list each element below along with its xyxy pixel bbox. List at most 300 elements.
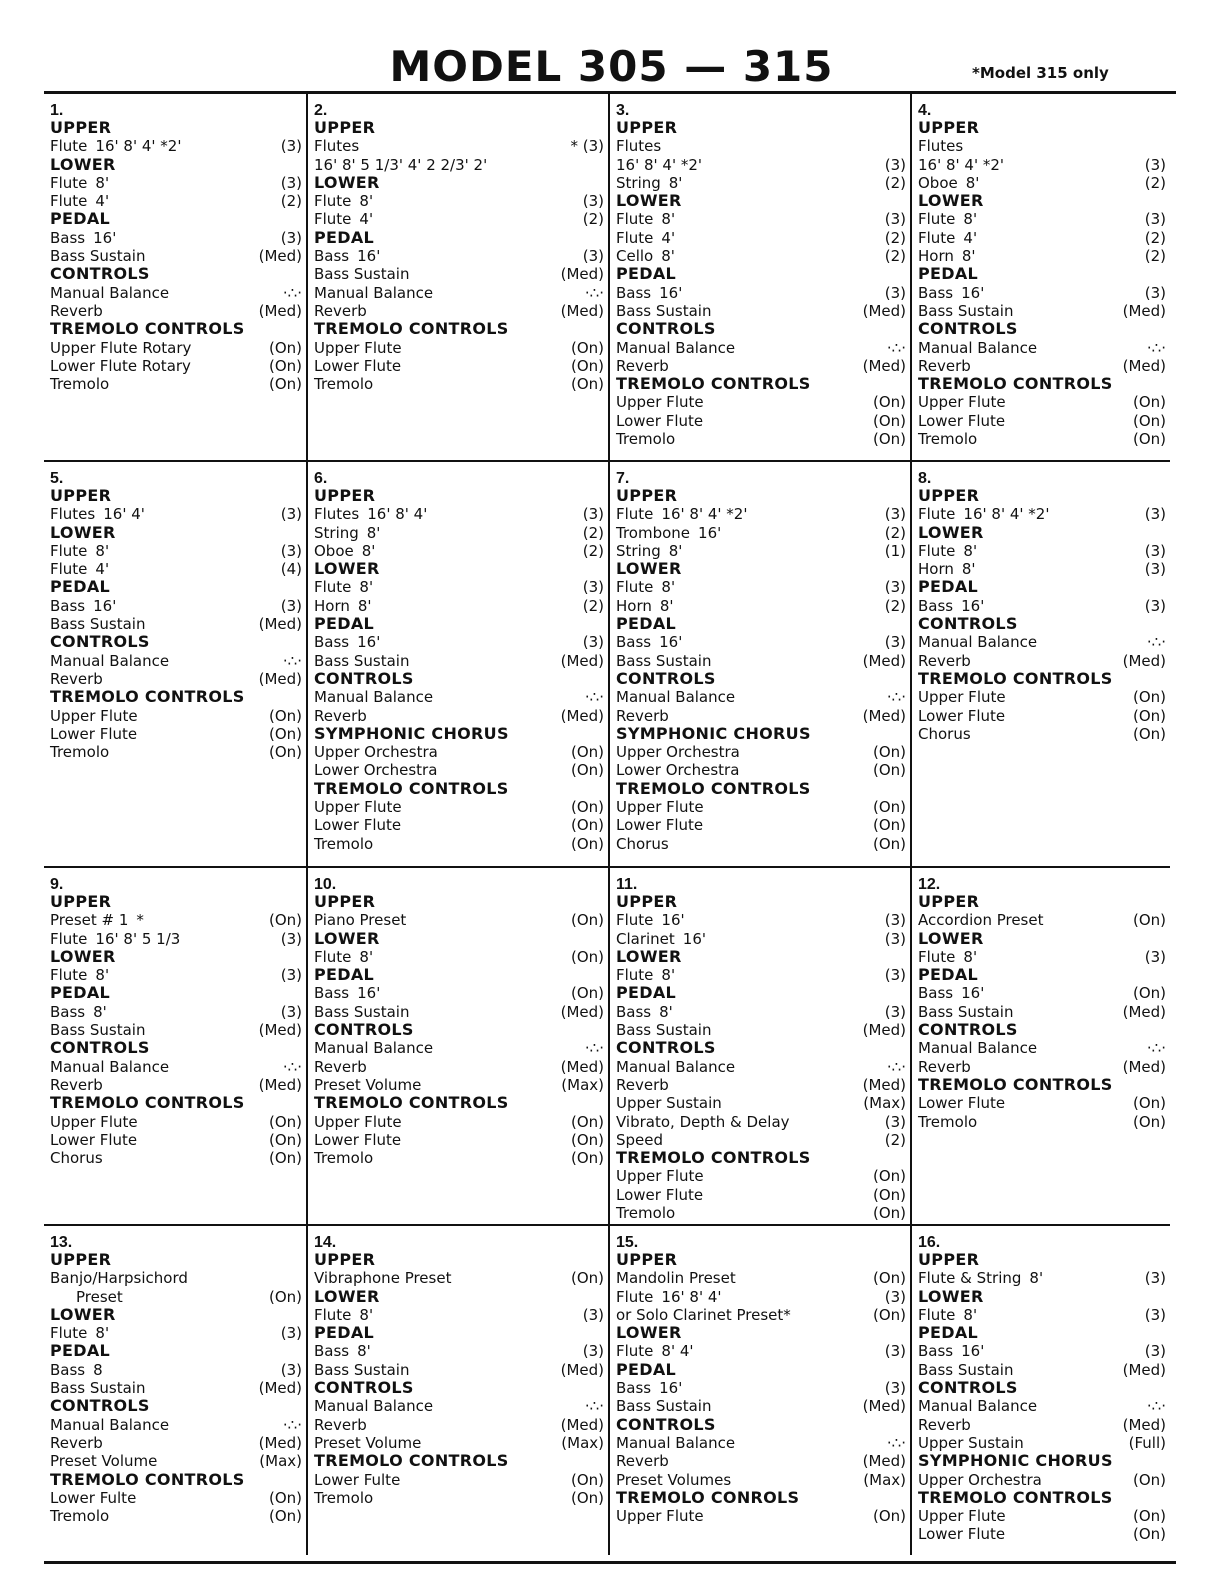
setting-label: Flutes bbox=[50, 505, 96, 524]
setting-value: (2) bbox=[1144, 247, 1166, 266]
setting-label: Manual Balance bbox=[314, 1039, 434, 1058]
setting-row bbox=[314, 707, 604, 725]
setting-footage bbox=[451, 1269, 568, 1287]
setting-row bbox=[314, 835, 604, 853]
setting-row bbox=[50, 597, 302, 615]
setting-row bbox=[314, 984, 604, 1002]
setting-label: Reverb bbox=[616, 1075, 669, 1094]
setting-label: 16' 8' 5 1/3' 4' 2 2/3' 2' bbox=[314, 155, 488, 174]
setting-value: (3) bbox=[884, 911, 906, 930]
setting-row bbox=[616, 1288, 906, 1306]
setting-label: Bass bbox=[918, 596, 954, 615]
setting-cell bbox=[608, 1226, 910, 1555]
cell-number: 12. bbox=[918, 876, 941, 893]
setting-row bbox=[616, 816, 906, 834]
setting-label: Flute bbox=[918, 210, 956, 229]
section-label: LOWER bbox=[50, 1304, 116, 1324]
setting-value: (Max) bbox=[863, 1470, 906, 1489]
setting-value: (On) bbox=[268, 1488, 302, 1507]
setting-label: Upper Flute bbox=[918, 393, 1006, 412]
setting-footage bbox=[169, 1416, 266, 1434]
setting-row bbox=[616, 1434, 906, 1452]
section-label: TREMOLO CONTROLS bbox=[616, 374, 811, 394]
section-label: CONTROLS bbox=[314, 1378, 414, 1398]
section-label: PEDAL bbox=[314, 614, 375, 634]
setting-label: Lower Flute bbox=[50, 724, 138, 743]
setting-label: Accordion Preset bbox=[918, 911, 1044, 930]
setting-cell bbox=[306, 462, 608, 868]
setting-row bbox=[314, 1269, 604, 1287]
setting-row bbox=[50, 1131, 302, 1149]
setting-label: Flute bbox=[50, 541, 88, 560]
section-label: SYMPHONIC CHORUS bbox=[616, 723, 811, 743]
setting-label: Reverb bbox=[918, 651, 971, 670]
setting-footage bbox=[123, 1288, 266, 1306]
setting-row bbox=[50, 930, 302, 948]
setting-label: Reverb bbox=[616, 706, 669, 725]
setting-value: (3) bbox=[884, 155, 906, 174]
setting-footage bbox=[977, 1113, 1130, 1131]
setting-footage: 16' bbox=[961, 1342, 985, 1361]
setting-value: (On) bbox=[1132, 430, 1166, 449]
setting-footage bbox=[711, 302, 862, 320]
setting-value: (3) bbox=[582, 1305, 604, 1324]
setting-footage bbox=[145, 1379, 258, 1397]
setting-row bbox=[918, 1507, 1166, 1525]
setting-value: (Med) bbox=[1122, 301, 1166, 320]
setting-label: Manual Balance bbox=[314, 283, 434, 302]
setting-footage: 16' 4' bbox=[103, 505, 145, 524]
setting-value: (On) bbox=[872, 1269, 906, 1288]
setting-footage: 8' bbox=[357, 596, 372, 615]
section-heading bbox=[918, 320, 1166, 338]
setting-label: Reverb bbox=[50, 669, 103, 688]
setting-row bbox=[918, 1003, 1166, 1021]
setting-value: (On) bbox=[570, 911, 604, 930]
setting-value: (On) bbox=[872, 1204, 906, 1223]
section-heading bbox=[616, 948, 906, 966]
setting-row bbox=[616, 1058, 906, 1076]
setting-row bbox=[616, 1507, 906, 1525]
setting-value: (3) bbox=[884, 505, 906, 524]
setting-value: ·∴· bbox=[1146, 1039, 1166, 1058]
setting-label: Manual Balance bbox=[616, 1057, 736, 1076]
setting-row bbox=[616, 1131, 906, 1149]
setting-row bbox=[616, 393, 906, 411]
setting-value: (On) bbox=[1132, 411, 1166, 430]
setting-footage bbox=[188, 1269, 266, 1287]
setting-footage bbox=[663, 1131, 870, 1149]
setting-footage bbox=[138, 707, 266, 725]
setting-label: Reverb bbox=[616, 356, 669, 375]
setting-row bbox=[918, 1434, 1166, 1452]
setting-row bbox=[616, 1306, 906, 1324]
setting-footage bbox=[971, 1416, 1123, 1434]
setting-row bbox=[616, 798, 906, 816]
setting-row bbox=[616, 578, 906, 596]
setting-row bbox=[314, 743, 604, 761]
setting-value: (On) bbox=[268, 1130, 302, 1149]
setting-row bbox=[50, 542, 302, 560]
setting-label: Oboe bbox=[918, 173, 958, 192]
section-label: LOWER bbox=[314, 559, 380, 579]
setting-row bbox=[918, 707, 1166, 725]
section-heading bbox=[314, 229, 604, 247]
setting-row bbox=[314, 1342, 604, 1360]
setting-footage bbox=[145, 247, 258, 265]
setting-footage: 8' bbox=[661, 247, 675, 266]
section-heading bbox=[50, 210, 302, 228]
setting-footage bbox=[373, 1149, 568, 1167]
setting-row bbox=[918, 1361, 1166, 1379]
setting-footage bbox=[409, 1003, 560, 1021]
setting-value: (On) bbox=[268, 911, 302, 930]
setting-value: (On) bbox=[872, 743, 906, 762]
setting-label: Upper Flute bbox=[918, 1507, 1006, 1526]
setting-footage bbox=[736, 1269, 870, 1287]
setting-label: Reverb bbox=[314, 706, 367, 725]
setting-value: ·∴· bbox=[282, 651, 302, 670]
setting-label: Flutes bbox=[314, 137, 360, 156]
setting-footage: 8' bbox=[659, 596, 674, 615]
setting-row bbox=[50, 1113, 302, 1131]
setting-footage bbox=[191, 357, 266, 375]
setting-value: (On) bbox=[872, 411, 906, 430]
setting-row bbox=[50, 725, 302, 743]
section-heading bbox=[50, 1039, 302, 1057]
setting-value: (On) bbox=[570, 984, 604, 1003]
setting-footage bbox=[373, 1489, 568, 1507]
section-heading bbox=[616, 1416, 906, 1434]
setting-row bbox=[616, 911, 906, 929]
section-heading bbox=[50, 320, 302, 338]
section-label: TREMOLO CONTROLS bbox=[616, 1148, 811, 1168]
setting-value bbox=[1130, 137, 1166, 155]
section-label: CONTROLS bbox=[50, 1396, 150, 1416]
setting-label: Flutes bbox=[616, 137, 662, 156]
setting-row bbox=[50, 1434, 302, 1452]
setting-footage bbox=[169, 284, 266, 302]
setting-value: (On) bbox=[570, 375, 604, 394]
setting-footage: 16' bbox=[357, 247, 381, 266]
setting-value: (On) bbox=[1132, 1507, 1166, 1526]
section-heading bbox=[918, 265, 1166, 283]
setting-value: (On) bbox=[872, 834, 906, 853]
setting-footage bbox=[971, 725, 1130, 743]
setting-label: Flute bbox=[616, 966, 654, 985]
setting-row bbox=[918, 1113, 1166, 1131]
setting-label: Bass bbox=[314, 1342, 350, 1361]
setting-footage bbox=[191, 339, 266, 357]
setting-value: ·∴· bbox=[584, 1039, 604, 1058]
setting-value: (On) bbox=[570, 1470, 604, 1489]
setting-label: Upper Flute bbox=[616, 1167, 704, 1186]
section-label: UPPER bbox=[314, 486, 376, 505]
section-heading bbox=[314, 1251, 604, 1269]
setting-footage bbox=[373, 835, 568, 853]
setting-value: (3) bbox=[582, 1342, 604, 1361]
setting-label: Tremolo bbox=[314, 834, 374, 853]
setting-row bbox=[50, 229, 302, 247]
setting-row bbox=[918, 633, 1166, 651]
setting-row bbox=[50, 652, 302, 670]
setting-footage bbox=[702, 156, 870, 174]
setting-row bbox=[918, 412, 1166, 430]
setting-value: (On) bbox=[268, 724, 302, 743]
setting-footage bbox=[1024, 1434, 1129, 1452]
section-heading bbox=[314, 174, 604, 192]
setting-footage bbox=[401, 1131, 568, 1149]
setting-footage: 16' 8' 4' *2' bbox=[661, 505, 748, 524]
setting-value: (On) bbox=[268, 338, 302, 357]
setting-label: Reverb bbox=[616, 1452, 669, 1471]
section-heading bbox=[918, 192, 1166, 210]
section-label: LOWER bbox=[918, 191, 984, 211]
setting-row bbox=[50, 1361, 302, 1379]
setting-footage: 16' bbox=[93, 596, 117, 615]
setting-value: (3) bbox=[1144, 505, 1166, 524]
setting-value: ·∴· bbox=[282, 283, 302, 302]
setting-footage bbox=[1005, 707, 1130, 725]
section-heading bbox=[314, 893, 604, 911]
setting-label: Upper Flute bbox=[50, 706, 138, 725]
setting-footage: 8 bbox=[93, 1360, 103, 1379]
setting-label: Lower Flute bbox=[314, 356, 402, 375]
setting-label: Manual Balance bbox=[50, 283, 170, 302]
setting-footage: 8' bbox=[93, 1002, 107, 1021]
section-label: TREMOLO CONTROLS bbox=[314, 1451, 509, 1471]
setting-label: Tremolo bbox=[314, 375, 374, 394]
setting-value: (Med) bbox=[560, 651, 604, 670]
setting-row bbox=[616, 137, 906, 155]
setting-label: Flute bbox=[314, 1305, 352, 1324]
setting-footage bbox=[400, 1471, 568, 1489]
setting-row bbox=[50, 670, 302, 688]
section-label: LOWER bbox=[50, 154, 116, 174]
setting-footage bbox=[704, 393, 870, 411]
setting-label: Speed bbox=[616, 1130, 664, 1149]
setting-label: Preset # 1 bbox=[50, 911, 129, 930]
setting-row bbox=[314, 948, 604, 966]
setting-row bbox=[616, 597, 906, 615]
setting-value bbox=[266, 1269, 302, 1287]
setting-row bbox=[918, 1039, 1166, 1057]
setting-label: Reverb bbox=[50, 1075, 103, 1094]
setting-value: (Med) bbox=[560, 1002, 604, 1021]
setting-row bbox=[616, 1094, 906, 1112]
setting-label: Upper Flute bbox=[314, 798, 402, 817]
setting-label: Banjo/Harpsichord bbox=[50, 1269, 188, 1288]
setting-label: Reverb bbox=[314, 1057, 367, 1076]
section-label: CONTROLS bbox=[616, 319, 716, 339]
setting-footage bbox=[1042, 1471, 1130, 1489]
setting-value: (3) bbox=[1144, 560, 1166, 579]
setting-label: Manual Balance bbox=[314, 688, 434, 707]
setting-value: (3) bbox=[1144, 596, 1166, 615]
setting-footage bbox=[103, 1434, 259, 1452]
section-label: TREMOLO CONTROLS bbox=[314, 319, 509, 339]
setting-row bbox=[616, 1379, 906, 1397]
setting-row bbox=[50, 192, 302, 210]
setting-label: Upper Sustain bbox=[918, 1433, 1024, 1452]
setting-row bbox=[918, 210, 1166, 228]
setting-row bbox=[616, 1076, 906, 1094]
section-heading bbox=[50, 119, 302, 137]
setting-row bbox=[918, 597, 1166, 615]
setting-label: Flute bbox=[616, 1287, 654, 1306]
setting-footage: 16' 8' 5 1/3 bbox=[95, 929, 181, 948]
section-label: LOWER bbox=[616, 1323, 682, 1343]
setting-value: (Med) bbox=[862, 1021, 906, 1040]
section-label: UPPER bbox=[50, 118, 112, 137]
setting-value: (3) bbox=[582, 578, 604, 597]
section-heading bbox=[616, 780, 906, 798]
setting-footage bbox=[703, 1186, 870, 1204]
setting-footage bbox=[977, 430, 1130, 448]
setting-label: Reverb bbox=[918, 1057, 971, 1076]
setting-cell bbox=[910, 1226, 1170, 1555]
setting-footage bbox=[675, 430, 870, 448]
setting-row bbox=[50, 1324, 302, 1342]
section-label: TREMOLO CONTROLS bbox=[616, 778, 811, 798]
section-label: PEDAL bbox=[918, 1323, 979, 1343]
section-label: TREMOLO CONTROLS bbox=[50, 687, 245, 707]
setting-value: (Max) bbox=[863, 1094, 906, 1113]
setting-label: Reverb bbox=[50, 1433, 103, 1452]
setting-label: String bbox=[616, 173, 661, 192]
setting-value: (3) bbox=[884, 578, 906, 597]
setting-value: (On) bbox=[1132, 1112, 1166, 1131]
setting-footage bbox=[669, 1076, 863, 1094]
cell-number: 13. bbox=[50, 1234, 73, 1251]
setting-label: Bass Sustain bbox=[50, 615, 146, 634]
setting-value: (On) bbox=[570, 1269, 604, 1288]
setting-footage: 8' bbox=[661, 578, 676, 597]
setting-row bbox=[50, 247, 302, 265]
setting-cell bbox=[44, 868, 306, 1226]
setting-value: (2) bbox=[582, 596, 604, 615]
setting-row bbox=[314, 1131, 604, 1149]
setting-value: (3) bbox=[1144, 155, 1166, 174]
setting-value: (3) bbox=[1144, 541, 1166, 560]
setting-value: (On) bbox=[1132, 688, 1166, 707]
setting-footage: 8' bbox=[963, 947, 978, 966]
setting-value: (3) bbox=[884, 1287, 906, 1306]
setting-label: Upper Flute bbox=[616, 393, 704, 412]
cell-number: 1. bbox=[50, 102, 64, 119]
section-heading bbox=[616, 1361, 906, 1379]
setting-label: Cello bbox=[616, 247, 654, 266]
section-heading bbox=[50, 1471, 302, 1489]
setting-footage: 16' 8' 4' bbox=[367, 505, 428, 524]
setting-value: (2) bbox=[884, 228, 906, 247]
setting-label: Flutes bbox=[314, 505, 360, 524]
setting-label: Upper Flute bbox=[616, 798, 704, 817]
setting-cell bbox=[910, 462, 1170, 868]
setting-cell bbox=[306, 1226, 608, 1555]
setting-row bbox=[50, 1058, 302, 1076]
section-label: PEDAL bbox=[314, 227, 375, 247]
section-heading bbox=[50, 156, 302, 174]
setting-row bbox=[616, 1269, 906, 1287]
setting-footage bbox=[157, 1452, 259, 1470]
setting-value: (3) bbox=[1144, 1269, 1166, 1288]
setting-value: (On) bbox=[268, 375, 302, 394]
setting-label: Lower Flute bbox=[616, 411, 704, 430]
setting-value: (Med) bbox=[1122, 356, 1166, 375]
setting-label: Flute bbox=[314, 210, 352, 229]
setting-cell bbox=[44, 462, 306, 868]
cell-number: 9. bbox=[50, 876, 64, 893]
setting-footage: 4' bbox=[359, 210, 374, 229]
section-label: TREMOLO CONTROLS bbox=[918, 1074, 1113, 1094]
setting-footage: 8' bbox=[366, 523, 381, 542]
setting-footage bbox=[740, 743, 870, 761]
setting-row bbox=[616, 835, 906, 853]
setting-value: (3) bbox=[884, 1112, 906, 1131]
section-label: CONTROLS bbox=[918, 319, 1018, 339]
setting-label: Tremolo bbox=[314, 1488, 374, 1507]
setting-value: (2) bbox=[884, 1130, 906, 1149]
section-heading bbox=[50, 893, 302, 911]
setting-value: (Med) bbox=[862, 356, 906, 375]
setting-value: (On) bbox=[268, 743, 302, 762]
setting-label: Upper Orchestra bbox=[616, 743, 740, 762]
setting-footage bbox=[1004, 156, 1130, 174]
setting-footage bbox=[1005, 1525, 1130, 1543]
setting-row bbox=[616, 743, 906, 761]
setting-label: Flute bbox=[616, 1342, 654, 1361]
setting-footage bbox=[109, 375, 266, 393]
setting-value: (Max) bbox=[561, 1433, 604, 1452]
setting-row bbox=[616, 1471, 906, 1489]
setting-footage bbox=[103, 1149, 266, 1167]
setting-footage bbox=[703, 816, 870, 834]
setting-value: (2) bbox=[582, 541, 604, 560]
setting-value: ·∴· bbox=[282, 1415, 302, 1434]
section-heading bbox=[314, 930, 604, 948]
setting-footage: 8' bbox=[359, 578, 374, 597]
setting-value: (On) bbox=[268, 1149, 302, 1168]
setting-label: Manual Balance bbox=[918, 1397, 1038, 1416]
setting-label: Flute bbox=[918, 228, 956, 247]
setting-value: (Med) bbox=[258, 1021, 302, 1040]
setting-row bbox=[918, 1306, 1166, 1324]
setting-value: (On) bbox=[268, 706, 302, 725]
section-label: TREMOLO CONTROLS bbox=[314, 778, 509, 798]
section-heading bbox=[616, 1149, 906, 1167]
setting-value: (2) bbox=[582, 523, 604, 542]
setting-row bbox=[314, 505, 604, 523]
setting-row bbox=[616, 633, 906, 651]
setting-label: Lower Flute bbox=[918, 1525, 1006, 1544]
setting-footage: 16' bbox=[357, 633, 381, 652]
setting-footage bbox=[711, 652, 862, 670]
setting-label: Bass bbox=[616, 1379, 652, 1398]
setting-value: (Med) bbox=[1122, 1002, 1166, 1021]
section-label: LOWER bbox=[918, 1286, 984, 1306]
setting-row bbox=[314, 1039, 604, 1057]
setting-value: (On) bbox=[570, 816, 604, 835]
setting-row bbox=[918, 1058, 1166, 1076]
setting-cell bbox=[306, 94, 608, 462]
section-label: TREMOLO CONTROLS bbox=[314, 1093, 509, 1113]
section-heading bbox=[918, 1452, 1166, 1470]
setting-row bbox=[918, 357, 1166, 375]
setting-value: (2) bbox=[280, 192, 302, 211]
section-label: PEDAL bbox=[314, 1323, 375, 1343]
setting-footage bbox=[722, 1094, 864, 1112]
